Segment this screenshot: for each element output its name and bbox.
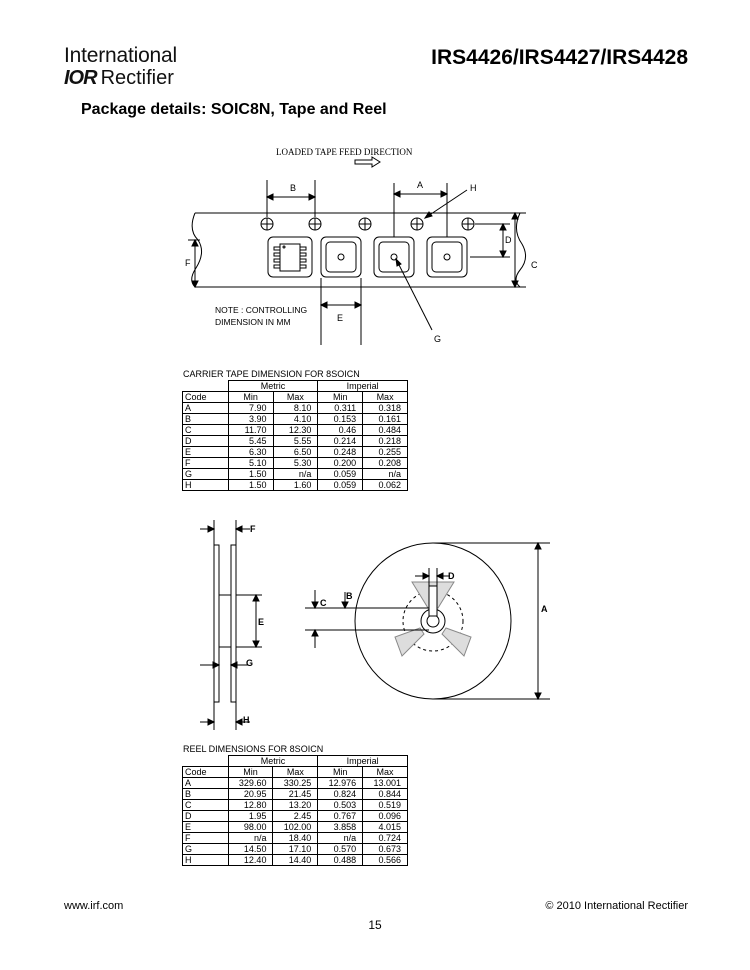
value-cell: 12.30 bbox=[273, 425, 318, 436]
table-row bbox=[183, 811, 408, 822]
value-cell: 14.40 bbox=[273, 855, 318, 866]
value-cell: 0.218 bbox=[363, 436, 408, 447]
document-title: IRS4426/IRS4427/IRS4428 bbox=[431, 46, 688, 69]
value-cell: 7.90 bbox=[228, 403, 273, 414]
table-row bbox=[183, 458, 408, 469]
value-cell: 1.60 bbox=[273, 480, 318, 491]
tape-label-b: B bbox=[290, 183, 297, 193]
table-group-header-row bbox=[183, 756, 408, 767]
column-header: Min bbox=[228, 392, 273, 403]
value-cell: 329.60 bbox=[228, 778, 273, 789]
column-header: Max bbox=[273, 767, 318, 778]
column-header: Min bbox=[228, 767, 273, 778]
carrier-table-title: CARRIER TAPE DIMENSION FOR 8SOICN bbox=[183, 369, 360, 379]
value-cell: 0.255 bbox=[363, 447, 408, 458]
value-cell: 13.20 bbox=[273, 800, 318, 811]
value-cell: 0.488 bbox=[318, 855, 363, 866]
value-cell: 6.30 bbox=[228, 447, 273, 458]
value-cell: n/a bbox=[318, 833, 363, 844]
reel-label-c: C bbox=[320, 598, 327, 608]
value-cell: 0.161 bbox=[363, 414, 408, 425]
carrier-tape-table bbox=[182, 380, 408, 491]
table-row bbox=[183, 403, 408, 414]
value-cell: 2.45 bbox=[273, 811, 318, 822]
code-cell: G bbox=[183, 844, 229, 855]
value-cell: 12.40 bbox=[228, 855, 273, 866]
value-cell: 330.25 bbox=[273, 778, 318, 789]
page-number: 15 bbox=[368, 918, 382, 932]
code-cell: C bbox=[183, 800, 229, 811]
tape-label-f: F bbox=[185, 258, 191, 268]
code-cell: A bbox=[183, 403, 229, 414]
value-cell: n/a bbox=[363, 469, 408, 480]
group-header-metric: Metric bbox=[228, 756, 318, 767]
value-cell: 0.208 bbox=[363, 458, 408, 469]
tape-label-g: G bbox=[434, 334, 442, 344]
code-cell: D bbox=[183, 436, 229, 447]
column-header: Max bbox=[273, 392, 318, 403]
value-cell: 0.318 bbox=[363, 403, 408, 414]
value-cell: 0.096 bbox=[363, 811, 408, 822]
value-cell: 0.673 bbox=[363, 844, 408, 855]
value-cell: 0.214 bbox=[318, 436, 363, 447]
value-cell: 0.767 bbox=[318, 811, 363, 822]
value-cell: 5.55 bbox=[273, 436, 318, 447]
value-cell: 13.001 bbox=[363, 778, 408, 789]
code-cell: G bbox=[183, 469, 229, 480]
value-cell: 14.50 bbox=[228, 844, 273, 855]
feed-direction-arrow-icon bbox=[355, 157, 380, 167]
code-cell: H bbox=[183, 480, 229, 491]
value-cell: 4.015 bbox=[363, 822, 408, 833]
table-row bbox=[183, 855, 408, 866]
table-row bbox=[183, 414, 408, 425]
table-group-header-row bbox=[183, 381, 408, 392]
value-cell: 11.70 bbox=[228, 425, 273, 436]
value-cell: 0.724 bbox=[363, 833, 408, 844]
table-row bbox=[183, 480, 408, 491]
code-cell: F bbox=[183, 458, 229, 469]
code-cell: F bbox=[183, 833, 229, 844]
column-header: Code bbox=[183, 392, 229, 403]
value-cell: 4.10 bbox=[273, 414, 318, 425]
value-cell: 0.46 bbox=[318, 425, 363, 436]
tape-label-a: A bbox=[417, 180, 424, 190]
reel-label-e: E bbox=[258, 617, 265, 627]
value-cell: 0.844 bbox=[363, 789, 408, 800]
value-cell: 98.00 bbox=[228, 822, 273, 833]
tape-note-line1: NOTE : CONTROLLING bbox=[215, 305, 308, 315]
column-header: Code bbox=[183, 767, 229, 778]
logo-text-international: International bbox=[64, 44, 177, 67]
value-cell: 12.976 bbox=[318, 778, 363, 789]
tape-label-e: E bbox=[337, 313, 344, 323]
value-cell: 0.484 bbox=[363, 425, 408, 436]
table-row bbox=[183, 447, 408, 458]
value-cell: 8.10 bbox=[273, 403, 318, 414]
value-cell: 12.80 bbox=[228, 800, 273, 811]
reel-dimensions-table bbox=[182, 755, 408, 866]
table-row bbox=[183, 844, 408, 855]
value-cell: 0.248 bbox=[318, 447, 363, 458]
column-header: Max bbox=[363, 392, 408, 403]
code-cell: A bbox=[183, 778, 229, 789]
tape-label-h: H bbox=[470, 183, 477, 193]
code-cell: B bbox=[183, 414, 229, 425]
reel-label-f: F bbox=[250, 524, 256, 534]
reel-label-g: G bbox=[246, 658, 254, 668]
value-cell: 5.10 bbox=[228, 458, 273, 469]
value-cell: 21.45 bbox=[273, 789, 318, 800]
value-cell: 0.059 bbox=[318, 469, 363, 480]
value-cell: 3.90 bbox=[228, 414, 273, 425]
table-row bbox=[183, 800, 408, 811]
footer-website-link[interactable]: www.irf.com bbox=[64, 900, 124, 912]
value-cell: 102.00 bbox=[273, 822, 318, 833]
code-cell: E bbox=[183, 447, 229, 458]
reel-label-a: A bbox=[541, 604, 548, 614]
logo-text-rectifier: Rectifier bbox=[100, 67, 174, 89]
value-cell: 1.95 bbox=[228, 811, 273, 822]
value-cell: n/a bbox=[228, 833, 273, 844]
code-cell: C bbox=[183, 425, 229, 436]
reel-diagram bbox=[0, 510, 750, 735]
value-cell: 1.50 bbox=[228, 469, 273, 480]
column-header: Max bbox=[363, 767, 408, 778]
value-cell: 1.50 bbox=[228, 480, 273, 491]
value-cell: 0.153 bbox=[318, 414, 363, 425]
value-cell: 17.10 bbox=[273, 844, 318, 855]
value-cell: 6.50 bbox=[273, 447, 318, 458]
table-row bbox=[183, 469, 408, 480]
group-header-imperial: Imperial bbox=[318, 381, 408, 392]
feed-direction-label: LOADED TAPE FEED DIRECTION bbox=[276, 147, 413, 157]
value-cell: 0.059 bbox=[318, 480, 363, 491]
value-cell: 0.570 bbox=[318, 844, 363, 855]
reel-label-h: H bbox=[243, 715, 250, 725]
table-row bbox=[183, 833, 408, 844]
value-cell: 0.311 bbox=[318, 403, 363, 414]
value-cell: 0.566 bbox=[363, 855, 408, 866]
code-cell: B bbox=[183, 789, 229, 800]
tape-label-c: C bbox=[531, 260, 538, 270]
reel-label-b: B bbox=[346, 591, 353, 601]
code-cell: H bbox=[183, 855, 229, 866]
value-cell: 0.200 bbox=[318, 458, 363, 469]
carrier-tape-diagram bbox=[0, 0, 750, 360]
table-header-row bbox=[183, 392, 408, 403]
value-cell: n/a bbox=[273, 469, 318, 480]
code-cell: D bbox=[183, 811, 229, 822]
table-row bbox=[183, 436, 408, 447]
ior-logo-mark: IOR bbox=[64, 67, 97, 89]
reel-label-d: D bbox=[448, 571, 455, 581]
value-cell: 0.519 bbox=[363, 800, 408, 811]
table-row bbox=[183, 425, 408, 436]
value-cell: 3.858 bbox=[318, 822, 363, 833]
tape-note-line2: DIMENSION IN MM bbox=[215, 317, 291, 327]
column-header: Min bbox=[318, 392, 363, 403]
value-cell: 5.30 bbox=[273, 458, 318, 469]
footer-copyright: © 2010 International Rectifier bbox=[545, 900, 688, 912]
reel-table-title: REEL DIMENSIONS FOR 8SOICN bbox=[183, 744, 324, 754]
table-row bbox=[183, 789, 408, 800]
table-row bbox=[183, 822, 408, 833]
column-header: Min bbox=[318, 767, 363, 778]
value-cell: 5.45 bbox=[228, 436, 273, 447]
value-cell: 20.95 bbox=[228, 789, 273, 800]
group-header-metric: Metric bbox=[228, 381, 318, 392]
table-header-row bbox=[183, 767, 408, 778]
group-header-imperial: Imperial bbox=[318, 756, 408, 767]
table-row bbox=[183, 778, 408, 789]
value-cell: 0.824 bbox=[318, 789, 363, 800]
section-title: Package details: SOIC8N, Tape and Reel bbox=[81, 101, 387, 118]
code-cell: E bbox=[183, 822, 229, 833]
value-cell: 0.503 bbox=[318, 800, 363, 811]
tape-label-d: D bbox=[505, 235, 512, 245]
value-cell: 18.40 bbox=[273, 833, 318, 844]
value-cell: 0.062 bbox=[363, 480, 408, 491]
